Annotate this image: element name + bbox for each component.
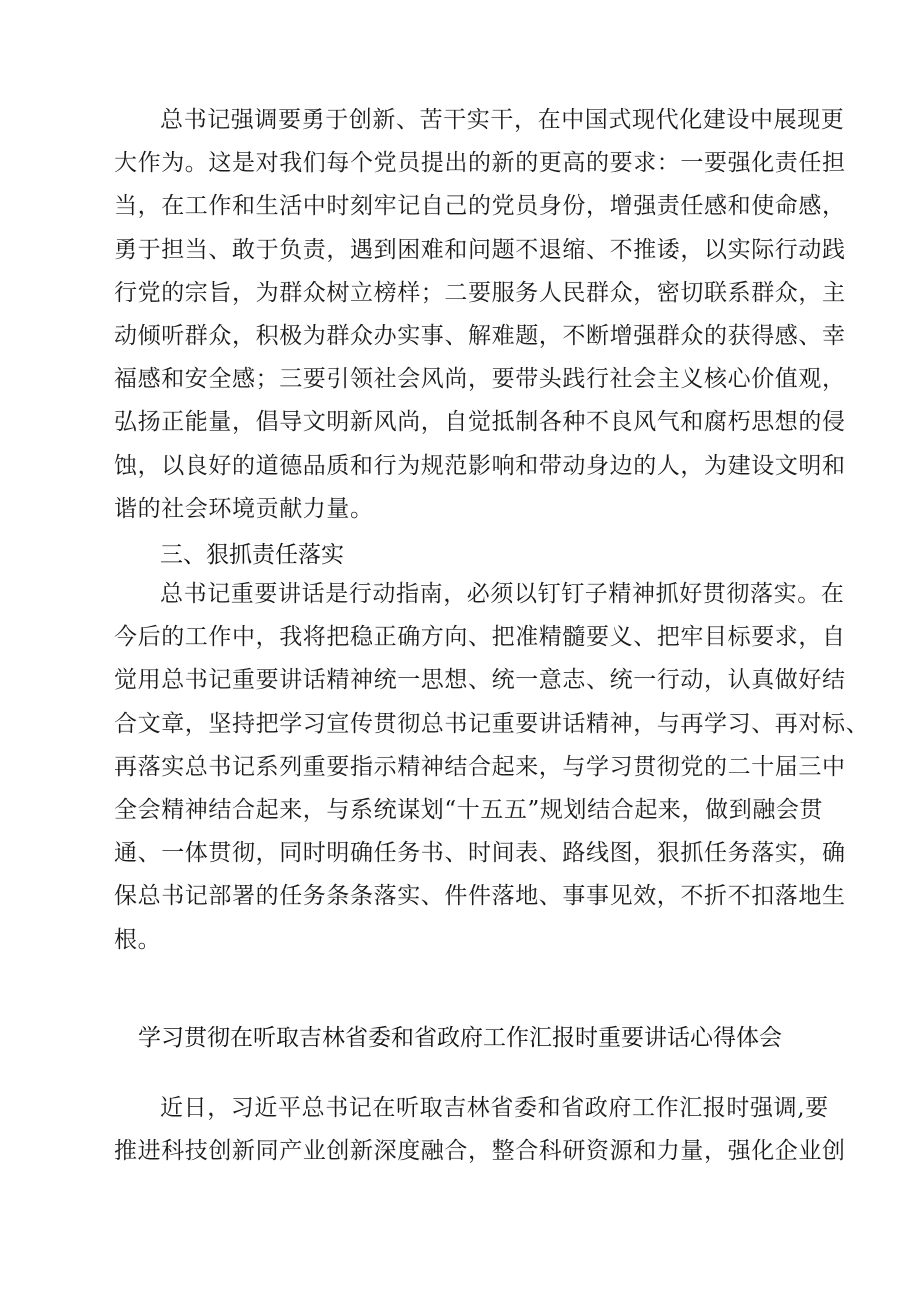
paragraph-line: 弘扬正能量，倡导文明新风尚，自觉抵制各种不良风气和腐朽思想的侵 [114, 409, 846, 436]
paragraph-line: 动倾听群众，积极为群众办实事、解难题，不断增强群众的获得感、幸 [114, 323, 846, 350]
paragraph-intro [0, 1087, 920, 1173]
paragraph-line: 合文章，坚持把学习宣传贯彻总书记重要讲话精神，与再学习、再对标、 [114, 710, 870, 737]
paragraph-line: 近日，习近平总书记在听取吉林省委和省政府工作汇报时强调,要 [160, 1095, 829, 1121]
paragraph-line: 谐的社会环境贡献力量。 [114, 495, 374, 522]
paragraph-line: 根。 [114, 926, 162, 953]
paragraph-line: 勇于担当、敢于负责，遇到困难和问题不退缩、不推诿，以实际行动践 [114, 236, 846, 263]
paragraph-line: 觉用总书记重要讲话精神统一思想、统一意志、统一行动，认真做好结 [114, 667, 846, 694]
paragraph-responsibility [0, 573, 920, 962]
paragraph-line: 大作为。这是对我们每个党员提出的新的更高的要求：一要强化责任担 [114, 150, 846, 177]
paragraph-line: 蚀，以良好的道德品质和行为规范影响和带动身边的人，为建设文明和 [114, 452, 846, 479]
paragraph-line: 保总书记部署的任务条条落实、件件落地、事事见效，不折不扣落地生 [114, 883, 846, 910]
paragraph-line: 推进科技创新同产业创新深度融合，整合科研资源和力量，强化企业创 [114, 1138, 846, 1165]
section-heading: 三、狠抓责任落实 [160, 542, 344, 568]
paragraph-line: 今后的工作中，我将把稳正确方向、把准精髓要义、把牢目标要求，自 [114, 624, 846, 651]
paragraph-duty [0, 99, 920, 531]
paragraph-line: 再落实总书记系列重要指示精神结合起来，与学习贯彻党的二十届三中 [114, 753, 846, 780]
paragraph-line: 通、一体贯彻，同时明确任务书、时间表、路线图，狠抓任务落实，确 [114, 840, 846, 867]
paragraph-line: 总书记重要讲话是行动指南，必须以钉钉子精神抓好贯彻落实。在 [160, 581, 845, 607]
article-title: 学习贯彻在听取吉林省委和省政府工作汇报时重要讲话心得体会 [138, 1025, 782, 1051]
paragraph-line: 总书记强调要勇于创新、苦干实干，在中国式现代化建设中展现更 [160, 107, 845, 133]
paragraph-line: 全会精神结合起来，与系统谋划“十五五”规划结合起来，做到融会贯 [114, 797, 824, 824]
paragraph-line: 行党的宗旨，为群众树立榜样；二要服务人民群众，密切联系群众，主 [114, 279, 846, 306]
paragraph-line: 当，在工作和生活中时刻牢记自己的党员身份，增强责任感和使命感， [114, 193, 846, 220]
paragraph-line: 福感和安全感；三要引领社会风尚，要带头践行社会主义核心价值观， [114, 366, 846, 393]
